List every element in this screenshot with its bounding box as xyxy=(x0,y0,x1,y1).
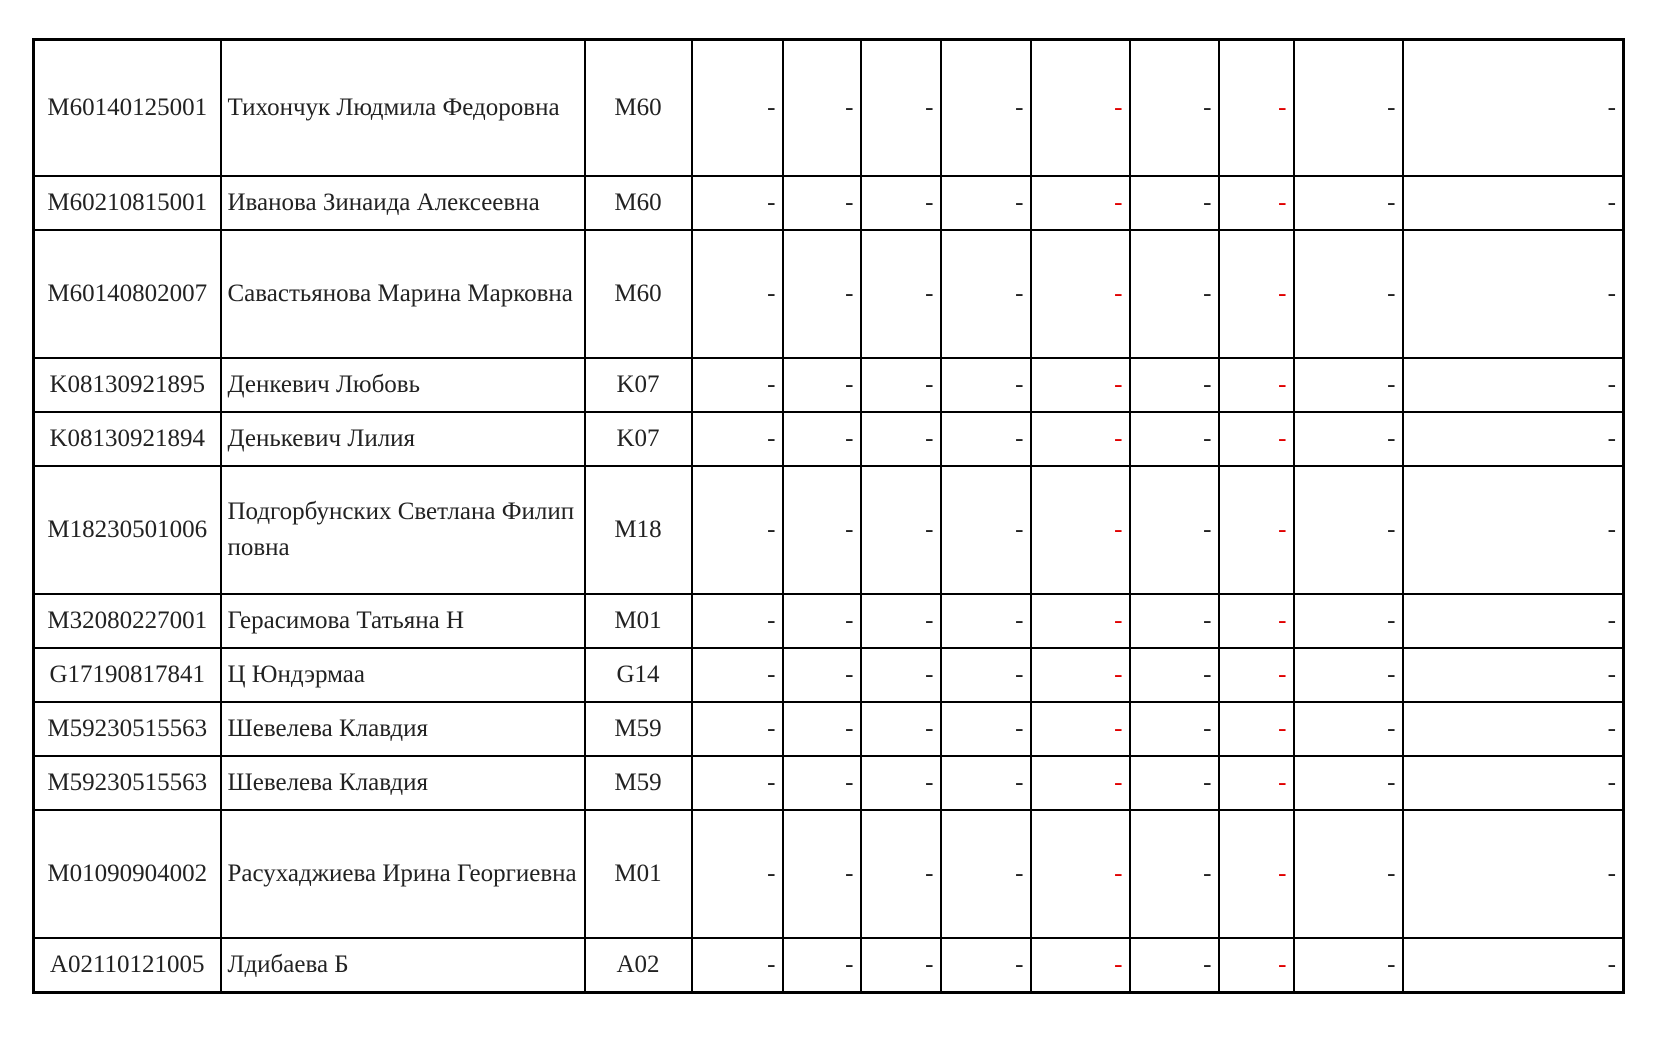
value-cell: - xyxy=(941,176,1031,230)
value-cell: - xyxy=(783,176,861,230)
table-row xyxy=(34,702,1624,756)
value-cell: - xyxy=(1294,412,1403,466)
value-cell: - xyxy=(692,594,783,648)
value-cell-red: - xyxy=(1031,358,1130,412)
participant-code: M59230515563 xyxy=(34,756,221,810)
value-cell: - xyxy=(1403,230,1624,358)
region-code: M18 xyxy=(585,466,692,594)
value-cell: - xyxy=(1294,358,1403,412)
value-cell-red: - xyxy=(1031,756,1130,810)
value-cell: - xyxy=(692,648,783,702)
value-cell: - xyxy=(783,648,861,702)
value-cell: - xyxy=(861,412,941,466)
table-row xyxy=(34,358,1624,412)
table-row xyxy=(34,648,1624,702)
value-cell: - xyxy=(1294,466,1403,594)
value-cell-red: - xyxy=(1219,594,1294,648)
value-cell: - xyxy=(941,938,1031,993)
region-code: M60 xyxy=(585,40,692,177)
value-cell-red: - xyxy=(1031,702,1130,756)
value-cell: - xyxy=(861,702,941,756)
participant-name: Расухаджиева Ирина Георгиевна xyxy=(221,810,585,938)
value-cell-red: - xyxy=(1031,412,1130,466)
value-cell: - xyxy=(1403,412,1624,466)
value-cell: - xyxy=(861,810,941,938)
participant-code: M60140125001 xyxy=(34,40,221,177)
participant-code: M60140802007 xyxy=(34,230,221,358)
value-cell: - xyxy=(692,40,783,177)
table-row xyxy=(34,938,1624,993)
value-cell-red: - xyxy=(1219,412,1294,466)
value-cell: - xyxy=(1403,938,1624,993)
region-code: G14 xyxy=(585,648,692,702)
value-cell-red: - xyxy=(1219,230,1294,358)
region-code: K07 xyxy=(585,412,692,466)
value-cell: - xyxy=(941,648,1031,702)
participant-code: M59230515563 xyxy=(34,702,221,756)
value-cell: - xyxy=(941,810,1031,938)
value-cell: - xyxy=(783,412,861,466)
participant-name: Шевелева Клавдия xyxy=(221,756,585,810)
value-cell: - xyxy=(861,648,941,702)
value-cell: - xyxy=(941,358,1031,412)
value-cell-red: - xyxy=(1219,358,1294,412)
value-cell: - xyxy=(1130,466,1219,594)
participant-code: M18230501006 xyxy=(34,466,221,594)
value-cell: - xyxy=(861,176,941,230)
value-cell: - xyxy=(1403,648,1624,702)
value-cell: - xyxy=(941,40,1031,177)
participant-name: Савастьянова Марина Марковна xyxy=(221,230,585,358)
region-code: A02 xyxy=(585,938,692,993)
value-cell: - xyxy=(941,594,1031,648)
results-table xyxy=(32,38,1625,994)
participant-code: K08130921895 xyxy=(34,358,221,412)
region-code: M60 xyxy=(585,230,692,358)
value-cell: - xyxy=(1130,176,1219,230)
participant-name: Иванова Зинаида Алексеевна xyxy=(221,176,585,230)
value-cell: - xyxy=(1130,412,1219,466)
region-code: K07 xyxy=(585,358,692,412)
value-cell-red: - xyxy=(1219,938,1294,993)
value-cell: - xyxy=(941,466,1031,594)
region-code: M59 xyxy=(585,702,692,756)
value-cell: - xyxy=(1130,702,1219,756)
value-cell-red: - xyxy=(1219,40,1294,177)
value-cell: - xyxy=(941,230,1031,358)
participant-name: Герасимова Татьяна Н xyxy=(221,594,585,648)
value-cell: - xyxy=(861,938,941,993)
participant-code: M01090904002 xyxy=(34,810,221,938)
value-cell-red: - xyxy=(1219,756,1294,810)
participant-name: Денкевич Любовь xyxy=(221,358,585,412)
value-cell: - xyxy=(1130,648,1219,702)
value-cell: - xyxy=(1130,40,1219,177)
value-cell: - xyxy=(1403,756,1624,810)
table-row xyxy=(34,594,1624,648)
participant-code: A02110121005 xyxy=(34,938,221,993)
region-code: M59 xyxy=(585,756,692,810)
value-cell: - xyxy=(1130,594,1219,648)
value-cell: - xyxy=(1403,40,1624,177)
participant-name: Лдибаева Б xyxy=(221,938,585,993)
value-cell: - xyxy=(1294,40,1403,177)
participant-code: G17190817841 xyxy=(34,648,221,702)
value-cell: - xyxy=(941,702,1031,756)
value-cell-red: - xyxy=(1031,594,1130,648)
value-cell: - xyxy=(1403,594,1624,648)
value-cell: - xyxy=(861,358,941,412)
participant-code: M32080227001 xyxy=(34,594,221,648)
participant-name: Тихончук Людмила Федоровна xyxy=(221,40,585,177)
value-cell-red: - xyxy=(1031,466,1130,594)
value-cell: - xyxy=(692,756,783,810)
value-cell: - xyxy=(692,230,783,358)
value-cell: - xyxy=(692,176,783,230)
table-row xyxy=(34,230,1624,358)
value-cell-red: - xyxy=(1031,938,1130,993)
value-cell: - xyxy=(861,230,941,358)
table-row xyxy=(34,412,1624,466)
value-cell: - xyxy=(692,412,783,466)
value-cell: - xyxy=(783,594,861,648)
value-cell: - xyxy=(1294,594,1403,648)
value-cell-red: - xyxy=(1031,40,1130,177)
value-cell-red: - xyxy=(1219,702,1294,756)
value-cell: - xyxy=(692,358,783,412)
value-cell: - xyxy=(783,756,861,810)
value-cell: - xyxy=(1294,702,1403,756)
value-cell: - xyxy=(1294,648,1403,702)
value-cell: - xyxy=(783,466,861,594)
table-row xyxy=(34,40,1624,177)
value-cell: - xyxy=(861,466,941,594)
participant-code: M60210815001 xyxy=(34,176,221,230)
value-cell: - xyxy=(692,702,783,756)
value-cell-red: - xyxy=(1219,648,1294,702)
value-cell: - xyxy=(1294,176,1403,230)
value-cell-red: - xyxy=(1219,176,1294,230)
value-cell-red: - xyxy=(1219,466,1294,594)
value-cell: - xyxy=(1294,230,1403,358)
value-cell-red: - xyxy=(1031,810,1130,938)
value-cell: - xyxy=(783,358,861,412)
value-cell: - xyxy=(1130,938,1219,993)
value-cell: - xyxy=(783,702,861,756)
value-cell: - xyxy=(1403,810,1624,938)
table-row xyxy=(34,810,1624,938)
value-cell: - xyxy=(1130,756,1219,810)
value-cell: - xyxy=(783,938,861,993)
value-cell: - xyxy=(1130,230,1219,358)
value-cell: - xyxy=(692,810,783,938)
value-cell-red: - xyxy=(1031,648,1130,702)
participant-name: Шевелева Клавдия xyxy=(221,702,585,756)
value-cell: - xyxy=(1294,756,1403,810)
value-cell: - xyxy=(941,412,1031,466)
value-cell: - xyxy=(1403,176,1624,230)
value-cell: - xyxy=(1130,810,1219,938)
region-code: M01 xyxy=(585,810,692,938)
value-cell-red: - xyxy=(1031,230,1130,358)
value-cell: - xyxy=(941,756,1031,810)
region-code: M60 xyxy=(585,176,692,230)
value-cell: - xyxy=(1403,702,1624,756)
table-row xyxy=(34,756,1624,810)
value-cell-red: - xyxy=(1219,810,1294,938)
value-cell-red: - xyxy=(1031,176,1130,230)
value-cell: - xyxy=(861,594,941,648)
value-cell: - xyxy=(1403,358,1624,412)
value-cell: - xyxy=(1130,358,1219,412)
value-cell: - xyxy=(861,756,941,810)
participant-code: K08130921894 xyxy=(34,412,221,466)
participant-name: Денькевич Лилия xyxy=(221,412,585,466)
value-cell: - xyxy=(692,466,783,594)
value-cell: - xyxy=(783,40,861,177)
value-cell: - xyxy=(1294,810,1403,938)
value-cell: - xyxy=(1294,938,1403,993)
value-cell: - xyxy=(861,40,941,177)
participant-name: Ц Юндэрмаа xyxy=(221,648,585,702)
table-row xyxy=(34,176,1624,230)
value-cell: - xyxy=(783,230,861,358)
value-cell: - xyxy=(783,810,861,938)
value-cell: - xyxy=(1403,466,1624,594)
table-row xyxy=(34,466,1624,594)
region-code: M01 xyxy=(585,594,692,648)
participant-name: Подгорбунских Светлана Филипповна xyxy=(221,466,585,594)
value-cell: - xyxy=(692,938,783,993)
